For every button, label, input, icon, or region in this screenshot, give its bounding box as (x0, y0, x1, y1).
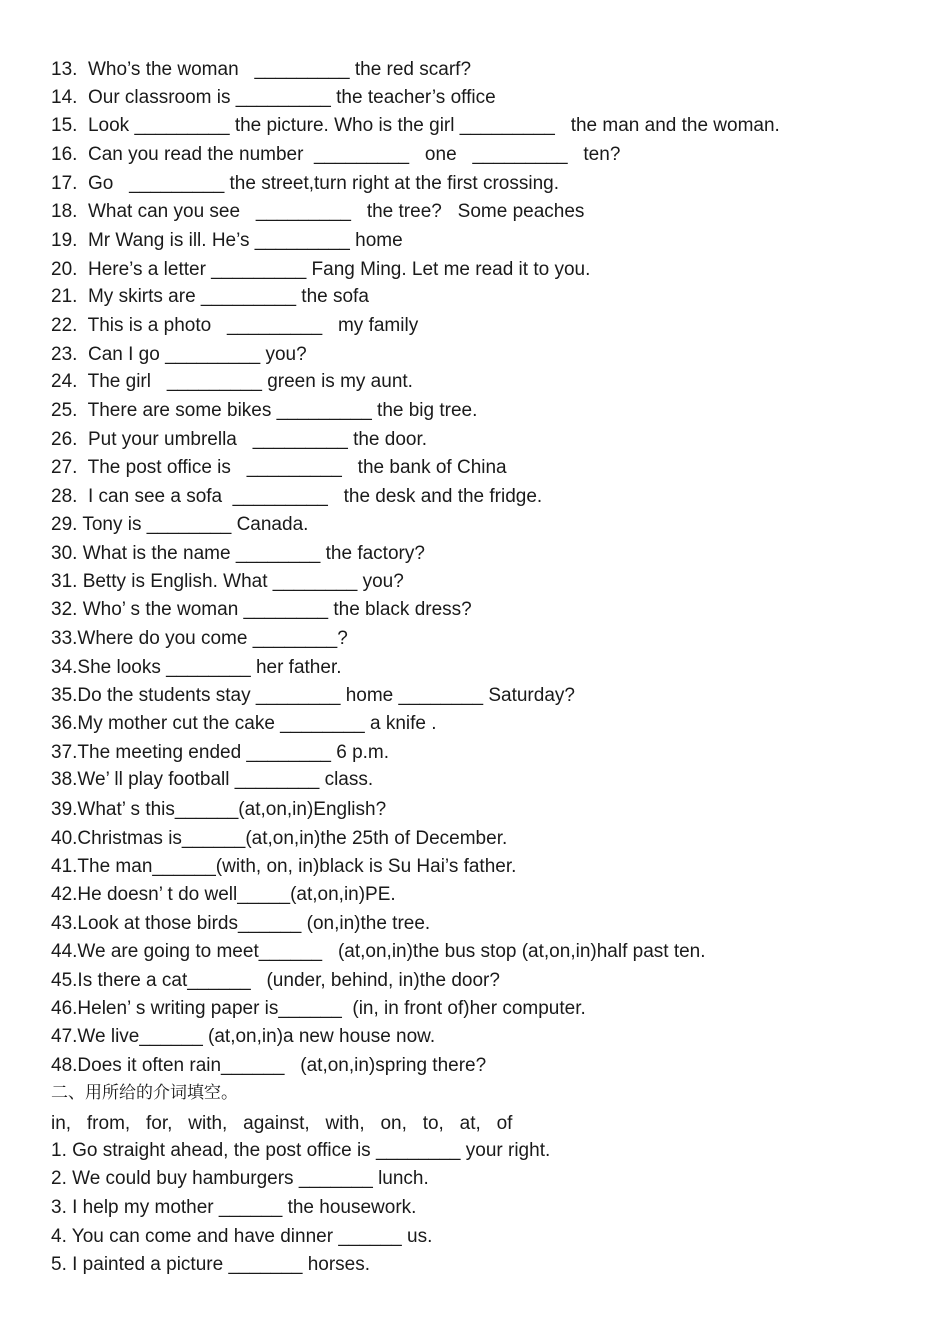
question-31: 31. Betty is English. What ________ you? (51, 571, 404, 592)
part2-question-3: 3. I help my mother ______ the housework. (51, 1197, 417, 1218)
word-bank: in, from, for, with, against, with, on, to, at, of (51, 1113, 513, 1134)
question-26: 26. Put your umbrella _________ the door. (51, 429, 428, 450)
question-17: 17. Go _________ the street,turn right at the first crossing. (51, 173, 560, 194)
question-36: 36.My mother cut the cake ________ a knife . (51, 713, 437, 734)
question-34: 34.She looks ________ her father. (51, 657, 342, 678)
question-47: 47.We live______ (at,on,in)a new house now. (51, 1026, 436, 1047)
question-43: 43.Look at those birds______ (on,in)the tree. (51, 913, 431, 934)
question-39: 39.What’ s this______(at,on,in)English? (51, 799, 387, 820)
part2-question-2: 2. We could buy hamburgers _______ lunch. (51, 1168, 429, 1189)
question-24: 24. The girl _________ green is my aunt. (51, 371, 413, 392)
question-46: 46.Helen’ s writing paper is______ (in, in front of)her computer. (51, 998, 586, 1019)
question-13: 13. Who’s the woman _________ the red scarf? (51, 59, 472, 80)
question-45: 45.Is there a cat______ (under, behind, in)the door? (51, 970, 500, 991)
question-40: 40.Christmas is______(at,on,in)the 25th of December. (51, 828, 508, 849)
question-14: 14. Our classroom is _________ the teacher’s office (51, 87, 496, 108)
question-27: 27. The post office is _________ the bank of China (51, 457, 507, 478)
question-23: 23. Can I go _________ you? (51, 344, 307, 365)
question-15: 15. Look _________ the picture. Who is the girl _________ the man and the woman. (51, 115, 780, 136)
question-20: 20. Here’s a letter _________ Fang Ming. Let me read it to you. (51, 259, 591, 280)
question-41: 41.The man______(with, on, in)black is Su Hai’s father. (51, 856, 517, 877)
question-33: 33.Where do you come ________? (51, 628, 348, 649)
question-25: 25. There are some bikes _________ the big tree. (51, 400, 478, 421)
question-32: 32. Who’ s the woman ________ the black dress? (51, 599, 472, 620)
question-42: 42.He doesn’ t do well_____(at,on,in)PE. (51, 884, 396, 905)
part2-question-4: 4. You can come and have dinner ______ us. (51, 1226, 433, 1247)
question-38: 38.We’ ll play football ________ class. (51, 769, 374, 790)
question-18: 18. What can you see _________ the tree? Some peaches (51, 201, 585, 222)
part2-question-1: 1. Go straight ahead, the post office is ________ your right. (51, 1140, 551, 1161)
question-16: 16. Can you read the number _________ one _________ ten? (51, 144, 621, 165)
question-19: 19. Mr Wang is ill. He’s _________ home (51, 230, 403, 251)
question-21: 21. My skirts are _________ the sofa (51, 286, 369, 307)
question-29: 29. Tony is ________ Canada. (51, 514, 309, 535)
question-22: 22. This is a photo _________ my family (51, 315, 419, 336)
section-2-heading: 二、用所给的介词填空。 (51, 1083, 238, 1103)
question-37: 37.The meeting ended ________ 6 p.m. (51, 742, 390, 763)
part2-question-5: 5. I painted a picture _______ horses. (51, 1254, 371, 1275)
question-44: 44.We are going to meet______ (at,on,in)the bus stop (at,on,in)half past ten. (51, 941, 706, 962)
question-30: 30. What is the name ________ the factory? (51, 543, 425, 564)
question-35: 35.Do the students stay ________ home ________ Saturday? (51, 685, 575, 706)
question-28: 28. I can see a sofa _________ the desk and the fridge. (51, 486, 543, 507)
question-48: 48.Does it often rain______ (at,on,in)spring there? (51, 1055, 487, 1076)
